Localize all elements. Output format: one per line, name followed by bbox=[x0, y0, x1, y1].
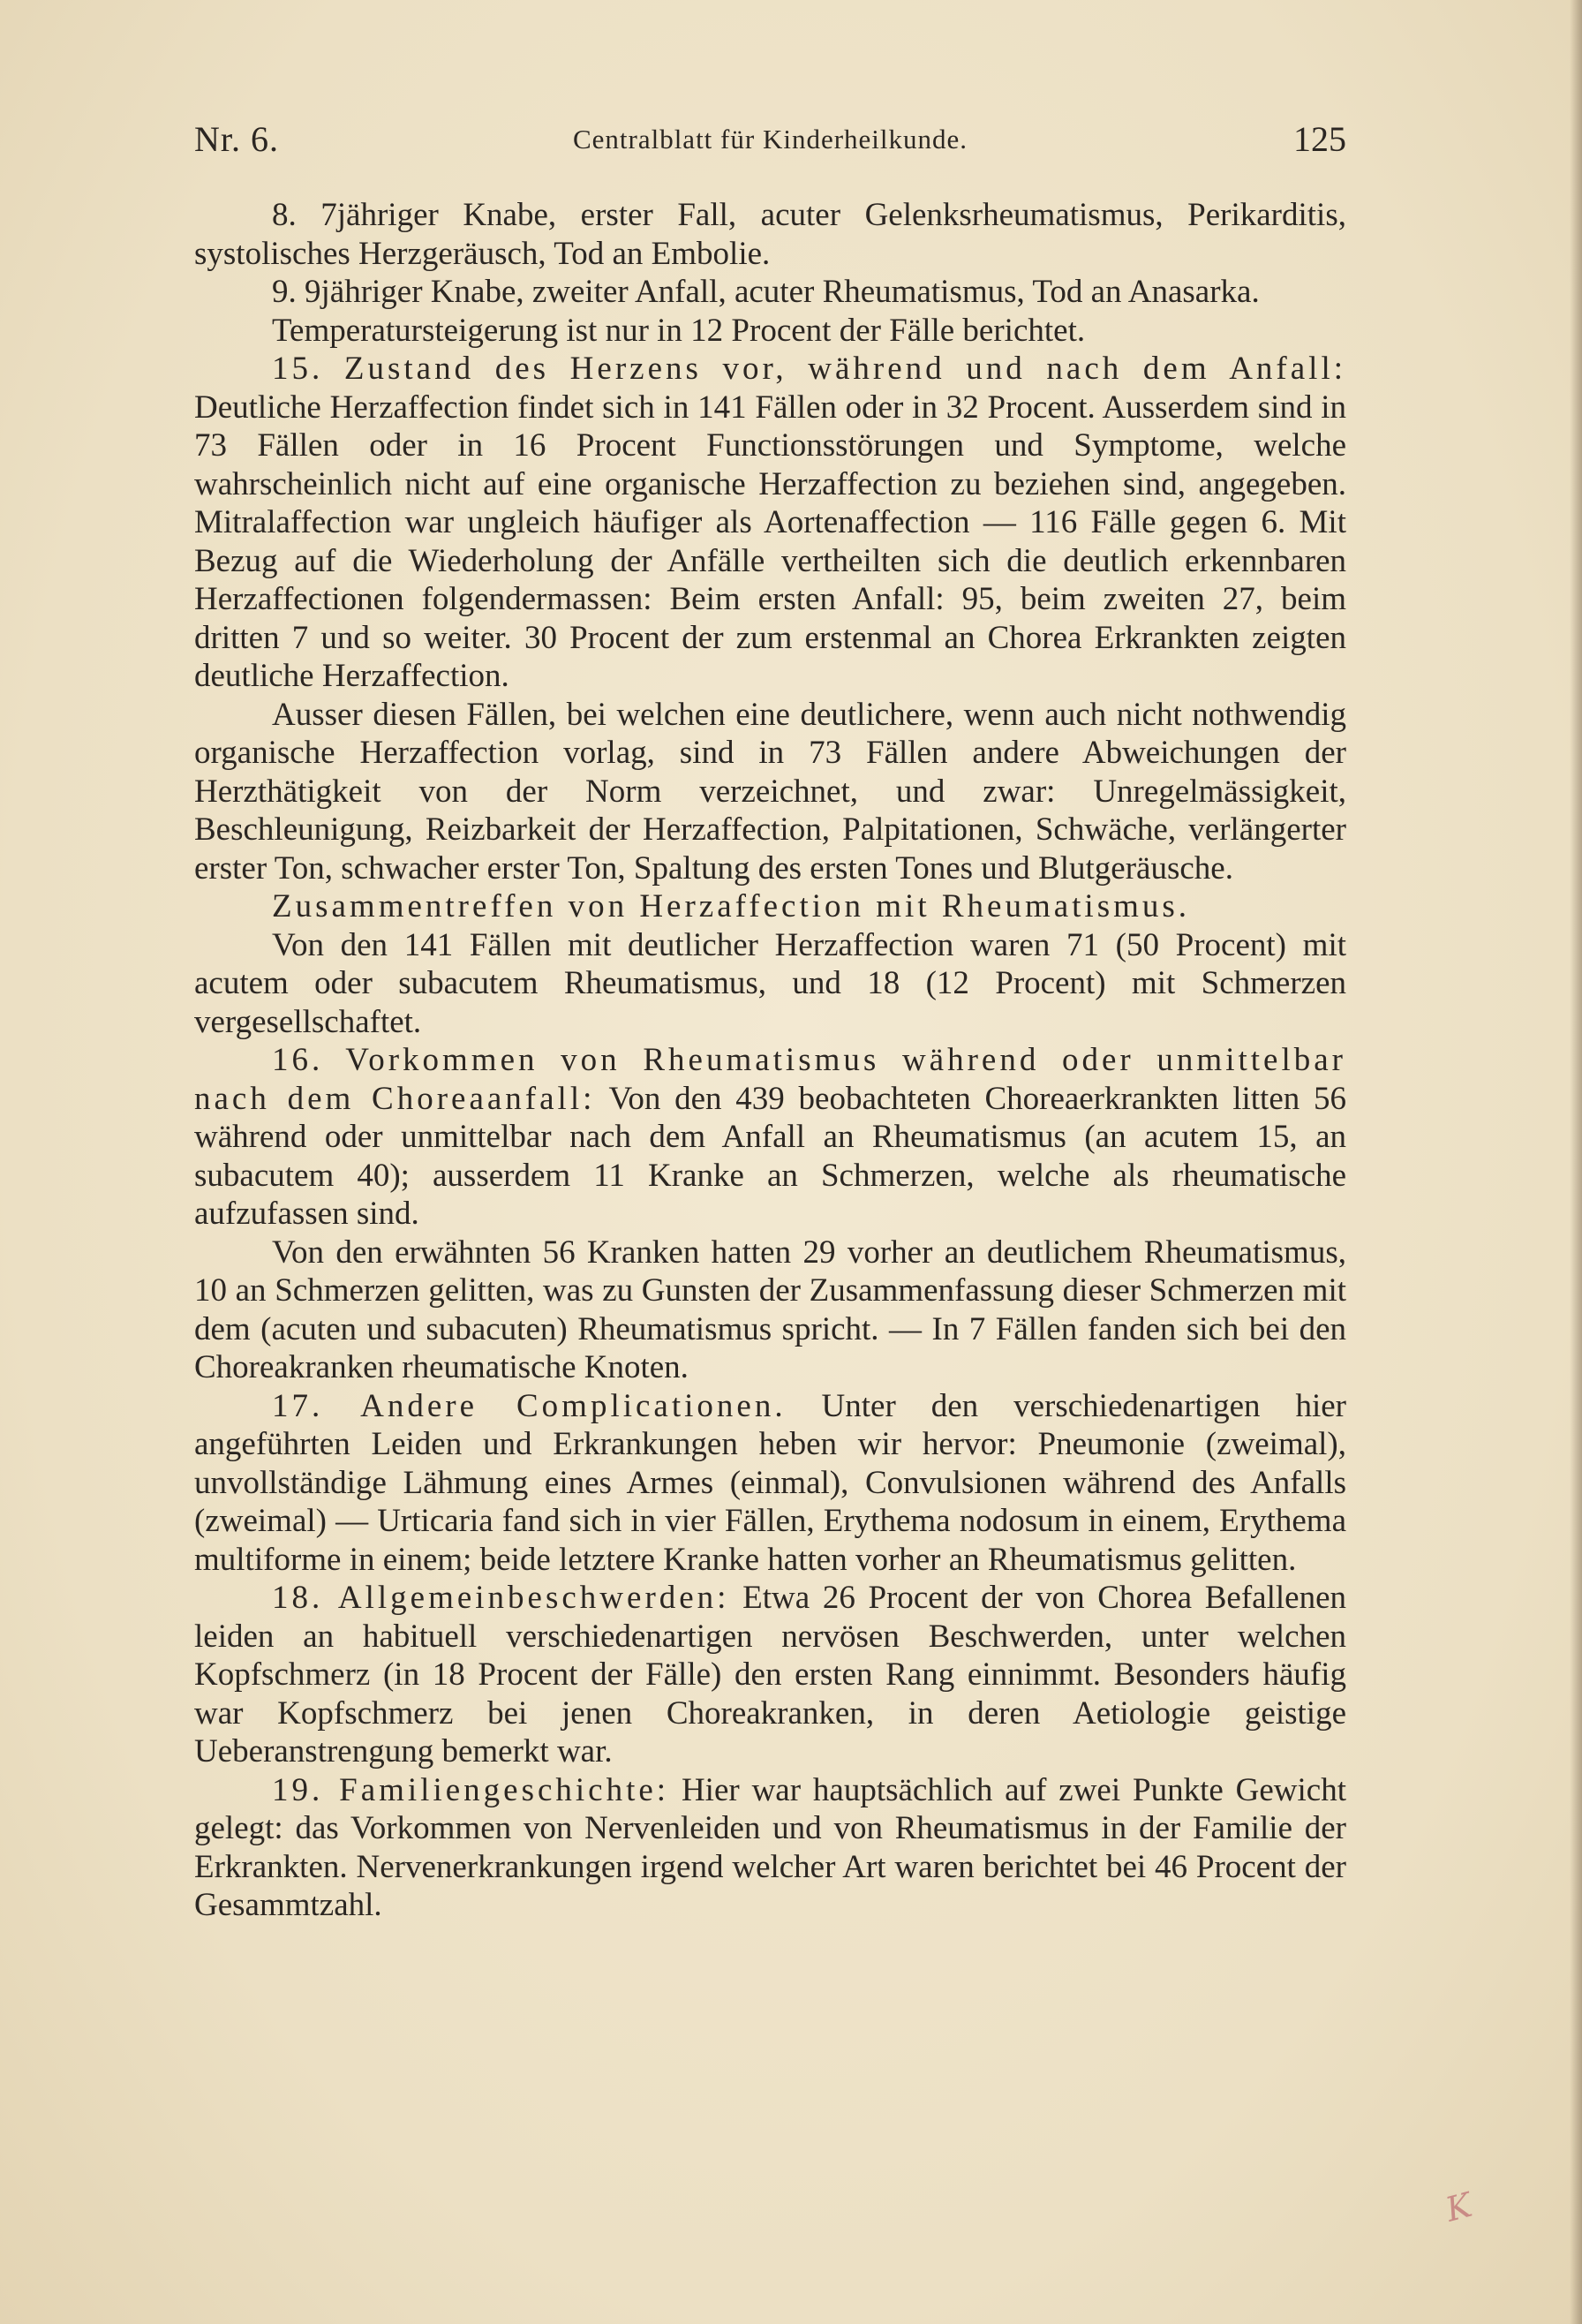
page-edge-shadow bbox=[1570, 0, 1582, 2324]
section-15-body: Deutliche Herzaffection findet sich in 141 Fällen oder in 32 Procent. Ausserdem sind in 73 Fällen oder in 16 Procent Functionsstörungen und Symptome, welche wahrscheinlich nicht auf eine organische Herzaffection zu beziehen sind, angegeben. Mitralaffection war ungleich häufiger als Aortenaffection — 116 Fälle gegen 6. Mit Bezug auf die Wiederholung der Anfälle vertheilten sich die deutlich erkennbaren Herzaffectionen folgendermassen: Beim ersten Anfall: 95, beim zweiten 27, beim dritten 7 und so weiter. 30 Procent der zum erstenmal an Chorea Erkrankten zeigten deutliche Herzaffection. bbox=[194, 389, 1346, 694]
journal-title: Centralblatt für Kinderheilkunde. bbox=[572, 124, 968, 155]
paragraph-case-8: 8. 7jähriger Knabe, erster Fall, acuter Gelenksrheumatismus, Perikarditis, systolisches Herzgeräusch, Tod an Embolie. bbox=[194, 197, 1346, 272]
section-18-heading: 18. Allgemeinbeschwerden: bbox=[272, 1580, 730, 1616]
running-header bbox=[194, 118, 1346, 171]
paragraph-section-15 bbox=[194, 350, 1346, 696]
section-19-heading: 19. Familiengeschichte: bbox=[272, 1771, 670, 1808]
body-text bbox=[194, 196, 1346, 1925]
paragraph-141-cases: Von den 141 Fällen mit deutlicher Herzaffection waren 71 (50 Procent) mit acutem oder subacutem Rheumatismus, und 18 (12 Procent) mit Schmerzen vergesellschaftet. bbox=[194, 926, 1346, 1040]
issue-number: Nr. 6. bbox=[194, 119, 279, 159]
paragraph-56-patients: Von den erwähnten 56 Kranken hatten 29 vorher an deutlichem Rheumatismus, 10 an Schmerzen gelitten, was zu Gunsten der Zusammenfassung dieser Schmerzen mit dem (acuten und subacuten) Rheumatismus spricht. — In 7 Fällen fanden sich bei den Choreakranken rheumatische Knoten. bbox=[194, 1234, 1346, 1385]
page-number: 125 bbox=[1293, 119, 1346, 159]
section-17-heading: 17. Andere Complicationen. bbox=[272, 1387, 787, 1424]
paragraph-section-17 bbox=[194, 1387, 1346, 1580]
section-15-heading: 15. Zustand des Herzens vor, während und nach dem Anfall: bbox=[272, 351, 1346, 387]
paragraph-other-deviations: Ausser diesen Fällen, bei welchen eine deutlichere, wenn auch nicht nothwendig organische Herzaffection vorlag, sind in 73 Fällen andere Abweichungen der Herzthätigkeit von der Norm verzeichnet, und zwar: Unregelmässigkeit, Beschleunigung, Reizbarkeit der Herzaffection, Palpitationen, Schwäche, verlängerter erster Ton, schwacher erster Ton, Spaltung des ersten Tones und Blutgeräusche. bbox=[194, 696, 1346, 887]
section-16-heading: 16. Vorkommen von Rheumatismus während oder unmittelbar nach dem Choreaanfall: bbox=[194, 1042, 1346, 1117]
paragraph-section-18 bbox=[194, 1579, 1346, 1771]
paragraph-section-19 bbox=[194, 1771, 1346, 1925]
margin-pencil-mark: K bbox=[1441, 2184, 1476, 2230]
section-18-body: Etwa 26 Procent der von Chorea Befallenen leiden an habituell verschiedenartigen nervösen Beschwerden, unter welchen Kopfschmerz (in 18 Procent der Fälle) den ersten Rang einnimmt. Besonders häufig war Kopfschmerz bei jenen Choreakranken, in deren Aetiologie geistige Ueberanstrengung bemerkt war. bbox=[194, 1580, 1346, 1769]
paragraph-section-16 bbox=[194, 1041, 1346, 1234]
paragraph-coincidence-heading bbox=[194, 887, 1346, 926]
coincidence-heading: Zusammentreffen von Herzaffection mit Rheumatismus. bbox=[272, 888, 1191, 924]
section-17-body: Unter den verschiedenartigen hier angeführten Leiden und Erkrankungen heben wir hervor: Pneumonie (zweimal), unvollständige Lähmung eines Armes (einmal), Convulsionen während des Anfalls (zweimal) — Urticaria fand sich in vier Fällen, Erythema nodosum in einem, Erythema multiforme in einem; beide letztere Kranke hatten vorher an Rheumatismus gelitten. bbox=[194, 1387, 1346, 1578]
paragraph-temperature: Temperatursteigerung ist nur in 12 Procent der Fälle berichtet. bbox=[272, 312, 1086, 349]
section-19-body: Hier war hauptsächlich auf zwei Punkte Gewicht gelegt: das Vorkommen von Nervenleiden und von Rheumatismus in der Familie der Erkrankten. Nervenerkrankungen irgend welcher Art waren berichtet bei 46 Procent der Gesammtzahl. bbox=[194, 1771, 1346, 1923]
paragraph-case-9: 9. 9jähriger Knabe, zweiter Anfall, acuter Rheumatismus, Tod an Anasarka. bbox=[272, 274, 1260, 310]
section-16-body: Von den 439 beobachteten Choreaerkrankten litten 56 während oder unmittelbar nach dem Anfall an Rheumatismus (an acutem 15, an subacutem 40); ausserdem 11 Kranke an Schmerzen, welche als rheumatische aufzufassen sind. bbox=[194, 1080, 1346, 1232]
